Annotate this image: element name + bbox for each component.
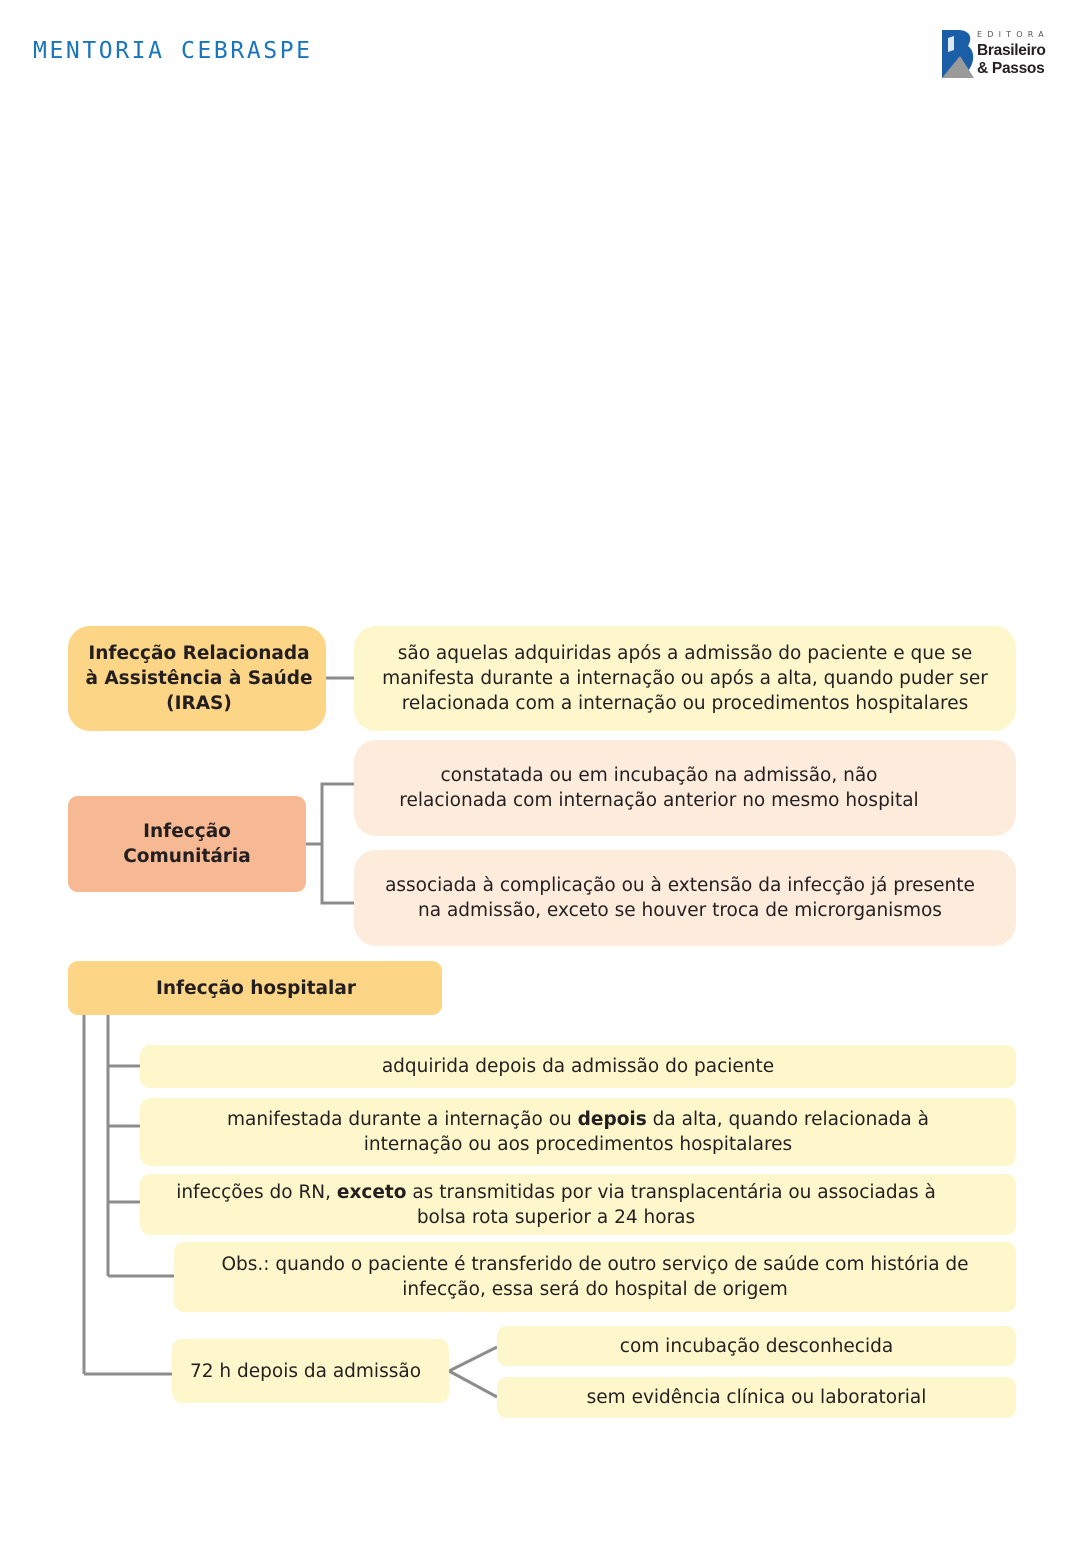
hospitalar-title: Infecção hospitalar — [156, 977, 356, 999]
hospitalar-timing-label: 72 h depois da admissão — [190, 1360, 422, 1382]
emphasis-depois: depois — [577, 1109, 647, 1130]
timing-branch-2: sem evidência clínica ou laboratorial — [586, 1387, 927, 1408]
hospitalar-item-box — [140, 1045, 1016, 1088]
logo-name-line1: Brasileiro — [977, 42, 1046, 59]
timing-branch-1: com incubação desconhecida — [619, 1335, 894, 1357]
hospitalar-item-1: adquirida depois da admissão do paciente — [381, 1056, 775, 1077]
hospitalar-timing-box — [172, 1339, 449, 1403]
emphasis-exceto: exceto — [336, 1181, 407, 1203]
timing-branch-box — [497, 1377, 1016, 1418]
hospitalar-item-2: manifestada durante a internação ou depois da alta, quando relacionada à internação ou aos procedimentos hospitalares — [227, 1109, 929, 1155]
page-title: MENTORIA CEBRASPE — [33, 38, 313, 64]
hospitalar-obs-box — [174, 1242, 1016, 1312]
hospitalar-item-3: infecções do RN, exceto as transmitidas por via transplacentária ou associadas à bolsa rota superior a 24 horas — [176, 1181, 936, 1228]
comunitaria-item-box — [354, 850, 1016, 946]
comunitaria-title: Infecção Comunitária — [123, 821, 251, 867]
comunitaria-item-1: constatada ou em incubação na admissão, não relacionada com internação anterior no mesmo hospital — [399, 765, 919, 811]
comunitaria-item-2: associada à complicação ou à extensão da infecção já presente na admissão, exceto se houver troca de microrganismos — [385, 875, 975, 921]
timing-fork — [449, 1347, 497, 1397]
hospitalar-obs: Obs.: quando o paciente é transferido de outro serviço de saúde com história de infecção, essa será do hospital de origem — [221, 1254, 969, 1300]
hospitalar-title-box — [68, 961, 442, 1015]
logo-name-line2: & Passos — [977, 60, 1045, 77]
hospitalar-item-box — [140, 1174, 1016, 1235]
logo-editora-text: EDITORA — [977, 30, 1049, 39]
timing-branch-box — [497, 1326, 1016, 1366]
hospitalar-item-box — [140, 1098, 1016, 1166]
comunitaria-bracket — [322, 784, 354, 903]
iras-description-box — [354, 626, 1016, 731]
comunitaria-item-box — [354, 740, 1016, 836]
comunitaria-title-box — [68, 796, 306, 892]
iras-title-box — [68, 626, 326, 731]
iras-description: são aquelas adquiridas após a admissão do paciente e que se manifesta durante a internação ou após a alta, quando puder ser relacionada com a internação ou procedimentos hospitalares — [382, 643, 988, 714]
iras-title: Infecção Relacionada à Assistência à Saúde (IRAS) — [85, 643, 313, 714]
